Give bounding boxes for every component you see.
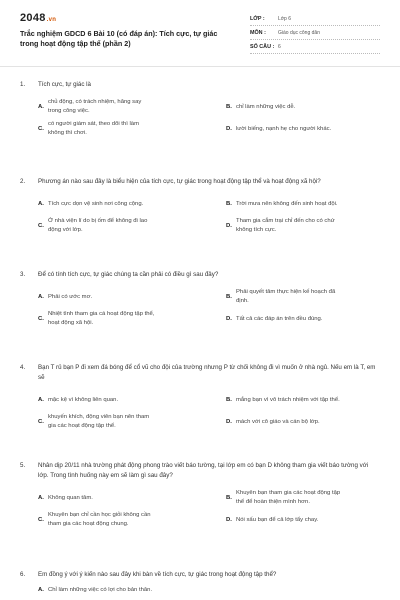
header bbox=[20, 12, 380, 70]
option-d[interactable] bbox=[226, 411, 398, 433]
option-c[interactable] bbox=[38, 411, 210, 433]
option-c[interactable] bbox=[38, 215, 210, 237]
question-number: 5. bbox=[20, 462, 26, 469]
question-number: 2. bbox=[20, 178, 26, 185]
option-text: mách với cô giáo và cán bộ lớp. bbox=[236, 418, 320, 425]
site-logo[interactable] bbox=[20, 12, 56, 24]
option-text: Tất cả các đáp án trên đều đúng. bbox=[236, 315, 323, 322]
question-text: 3. Để có tính tích cực, tự giác chúng ta cần phải có điều gì sau đây? bbox=[20, 271, 219, 278]
option-text: mặc kệ vì không liên quan. bbox=[48, 396, 119, 403]
option-grid bbox=[38, 96, 380, 140]
option-text: Nói xấu bạn để cả lớp tẩy chay. bbox=[236, 516, 319, 523]
option-letter: A. bbox=[38, 293, 44, 300]
meta-row-grade bbox=[250, 12, 380, 26]
question-number: 1. bbox=[20, 81, 26, 88]
option-text: Khuyên bạn tham gia các hoạt động tập thể để hoàn thiện mình hơn. bbox=[236, 490, 341, 505]
meta-value: 6 bbox=[278, 43, 281, 50]
option-text: chỉ làm những việc dễ. bbox=[236, 103, 296, 110]
option-letter: C. bbox=[38, 222, 44, 229]
option-grid bbox=[38, 389, 380, 433]
header-divider bbox=[0, 66, 400, 67]
option-b[interactable] bbox=[226, 193, 398, 215]
document-title: Trắc nghiệm GDCD 6 Bài 10 (có đáp án): Tích cực, tự giác trong hoạt động tập thể (phần 2) bbox=[20, 29, 218, 48]
option-letter: A. bbox=[38, 586, 44, 593]
meta-label: LỚP : bbox=[250, 15, 265, 22]
question-1 bbox=[20, 80, 380, 140]
option-b[interactable] bbox=[226, 286, 398, 308]
question-text: 6. Em đồng ý với ý kiến nào sau đây khi bàn về tích cực, tự giác trong hoạt động tập thể? bbox=[20, 571, 277, 578]
logo-main: 2048 bbox=[20, 12, 46, 24]
option-letter: B. bbox=[226, 103, 232, 110]
option-text: mắng bạn vì vô trách nhiệm với tập thể. bbox=[236, 396, 340, 403]
option-letter: B. bbox=[226, 494, 232, 501]
logo-suffix: .vn bbox=[46, 17, 57, 23]
option-a[interactable] bbox=[38, 193, 210, 215]
option-text: Tham gia cắm trại chỉ đến cho có chứ không tích cực. bbox=[236, 218, 335, 233]
meta-label: MÔN : bbox=[250, 29, 266, 36]
option-text: Không quan tâm. bbox=[48, 494, 93, 501]
option-grid bbox=[38, 583, 380, 597]
option-d[interactable] bbox=[226, 308, 398, 330]
option-letter: B. bbox=[226, 293, 232, 300]
option-letter: D. bbox=[226, 222, 232, 229]
option-text: Phải có ước mơ. bbox=[48, 293, 93, 300]
option-a[interactable] bbox=[38, 583, 210, 597]
option-text: khuyến khích, động viên bạn nên tham gia các hoạt động tập thể. bbox=[48, 414, 150, 429]
option-grid bbox=[38, 286, 380, 330]
option-d[interactable] bbox=[226, 118, 398, 140]
option-c[interactable] bbox=[38, 509, 210, 531]
option-text: lười biếng, nạnh hẹ cho người khác. bbox=[236, 125, 332, 132]
option-letter: C. bbox=[38, 315, 44, 322]
option-text: Ở nhà viện lí do bị ốm để không đi lao động với lớp. bbox=[48, 218, 148, 233]
question-text: 1. Tích cực, tự giác là bbox=[20, 81, 91, 88]
option-a[interactable] bbox=[38, 389, 210, 411]
meta-label: SỐ CÂU : bbox=[250, 43, 275, 50]
option-d[interactable] bbox=[226, 509, 398, 531]
meta-value: Giáo dục công dân bbox=[278, 29, 320, 36]
question-6 bbox=[20, 570, 380, 597]
question-text: 2. Phương án nào sau đây là biểu hiện của tích cực, tự giác trong hoạt động tập thể và hoạt động xã hội? bbox=[20, 178, 321, 185]
question-number: 3. bbox=[20, 271, 26, 278]
option-c[interactable] bbox=[38, 118, 210, 140]
option-a[interactable] bbox=[38, 487, 210, 509]
option-letter: C. bbox=[38, 125, 44, 132]
option-a[interactable] bbox=[38, 96, 210, 118]
option-text: Chỉ làm những việc có lợi cho bản thân. bbox=[48, 586, 153, 593]
option-text: Khuyên bạn chỉ cần học giỏi không cần tham gia các hoạt động chung. bbox=[48, 512, 151, 527]
option-text: Phải quyết tâm thực hiện kế hoạch đã định. bbox=[236, 289, 336, 304]
option-letter: A. bbox=[38, 200, 44, 207]
question-text: 5. Nhân dịp 20/11 nhà trường phát động phong trào viết báo tường, tại lớp em có bạn D không tham gia viết báo tường với lớp. Trong tình huống này em sẽ làm gì sau đây? bbox=[20, 462, 369, 479]
option-text: Trời mưa nên không đến sinh hoạt đội. bbox=[236, 200, 338, 207]
option-letter: A. bbox=[38, 494, 44, 501]
option-d[interactable] bbox=[226, 215, 398, 237]
option-letter: D. bbox=[226, 516, 232, 523]
question-text: 4. Bạn T rủ bạn P đi xem đá bóng để cổ vũ cho đội của trường nhưng P từ chối không đi vì muốn ở nhà ngủ. Nếu em là T, em sẽ bbox=[20, 364, 376, 381]
option-letter: D. bbox=[226, 125, 232, 132]
option-text: Tích cực dọn vệ sinh nơi công cộng. bbox=[48, 200, 144, 207]
option-b[interactable] bbox=[226, 96, 398, 118]
option-b[interactable] bbox=[226, 487, 398, 509]
meta-row-subject bbox=[250, 26, 380, 40]
option-letter: C. bbox=[38, 418, 44, 425]
option-grid bbox=[38, 487, 380, 531]
option-letter: A. bbox=[38, 103, 44, 110]
question-3 bbox=[20, 270, 380, 330]
meta-panel bbox=[250, 12, 380, 54]
option-text: chủ động, có trách nhiệm, hăng say trong công việc. bbox=[48, 99, 142, 114]
option-letter: A. bbox=[38, 396, 44, 403]
option-letter: B. bbox=[226, 396, 232, 403]
meta-value: Lớp 6 bbox=[278, 15, 292, 22]
question-2 bbox=[20, 177, 380, 237]
question-5 bbox=[20, 461, 380, 531]
option-text: Nhiệt tình tham gia cá hoạt động tập thể, hoạt động xã hội. bbox=[48, 311, 155, 326]
option-text: có người giám sát, theo dõi thì làm không thì chơi. bbox=[48, 121, 139, 136]
meta-row-question-count bbox=[250, 40, 380, 54]
option-letter: D. bbox=[226, 315, 232, 322]
question-number: 6. bbox=[20, 571, 26, 578]
question-4 bbox=[20, 363, 380, 433]
question-number: 4. bbox=[20, 364, 26, 371]
option-letter: D. bbox=[226, 418, 232, 425]
option-grid bbox=[38, 193, 380, 237]
option-letter: C. bbox=[38, 516, 44, 523]
option-c[interactable] bbox=[38, 308, 210, 330]
option-letter: B. bbox=[226, 200, 232, 207]
option-b[interactable] bbox=[226, 389, 398, 411]
option-a[interactable] bbox=[38, 286, 210, 308]
